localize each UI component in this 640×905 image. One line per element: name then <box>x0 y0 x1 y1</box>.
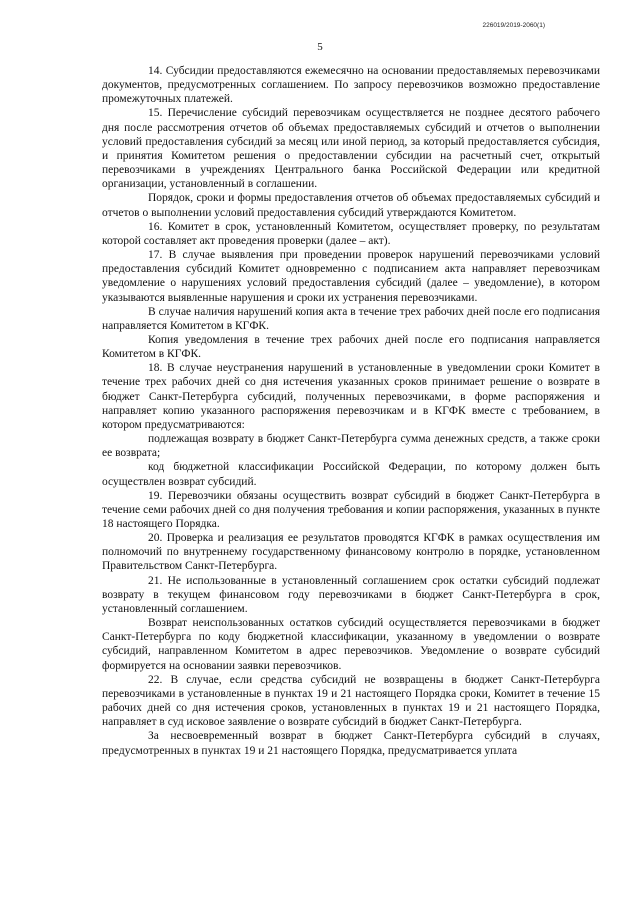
paragraph-report-procedure: Порядок, сроки и формы предоставления отчетов об объемах предоставляемых субсидий и отчетов о выполнении условий предоставления субсидий утверждаются Комитетом. <box>102 192 600 219</box>
paragraph-notice-copy: Копия уведомления в течение трех рабочих дней после его подписания направляется Комитетом в КГФК. <box>102 333 600 361</box>
paragraph-15: 15. Перечисление субсидий перевозчикам осуществляется не позднее десятого рабочего дня после рассмотрения отчетов об объемах предоставляемых субсидий и отчетов о выполнении условий предоставления субсидий за месяц или иной период, за который предоставляется субсидия, и принятия Комитетом решения о предоставлении субсидии на расчетный счет, открытый перевозчиками в учреждениях Центрального банка Российской Федерации или кредитной организации, установленный в соглашении. <box>102 107 600 191</box>
paragraph-late-refund: За несвоевременный возврат в бюджет Санкт-Петербурга субсидий в случаях, предусмотренных в пунктах 19 и 21 настоящего Порядка, предусматривается уплата <box>102 730 600 757</box>
document-id: 226019/2019-2060(1) <box>482 22 545 29</box>
paragraph-unused-refund: Возврат неиспользованных остатков субсидий осуществляется перевозчиками в бюджет Санкт-Петербурга по коду бюджетной классификации, указанному в уведомлении о возврате субсидий, направленном Комитетом в адрес перевозчиков. Уведомление о возврате субсидий формируется на основании заявки перевозчиков. <box>102 617 600 672</box>
paragraph-20: 20. Проверка и реализация ее результатов проводятся КГФК в рамках осуществления им полномочий по внутреннему государственному финансовому контролю в порядке, установленном Правительством Санкт-Петербурга. <box>102 532 600 573</box>
paragraph-21: 21. Не использованные в установленный соглашением срок остатки субсидий подлежат возврату в текущем финансовом году перевозчиками в бюджет Санкт-Петербурга в срок, установленный соглашением. <box>102 574 600 615</box>
paragraph-18: 18. В случае неустранения нарушений в установленные в уведомлении сроки Комитет в течение трех рабочих дней со дня истечения указанных сроков принимает решение о возврате в бюджет Санкт-Петербурга субсидий, полученных перевозчиками, в форме распоряжения и направляет копию указанного распоряжения перевозчикам и в КГФК вместе с требованием, в котором предусматриваются: <box>102 362 600 431</box>
page-number: 5 <box>317 41 323 53</box>
paragraph-budget-code: код бюджетной классификации Российской Федерации, по которому должен быть осуществлен возврат субсидий. <box>102 461 600 488</box>
paragraph-14: 14. Субсидии предоставляются ежемесячно на основании предоставляемых перевозчиками документов, предусмотренных соглашением. По запросу перевозчиков возможно предоставление промежуточных платежей. <box>102 65 600 106</box>
paragraph-22: 22. В случае, если средства субсидий не возвращены в бюджет Санкт-Петербурга перевозчиками в установленные в пунктах 19 и 21 настоящего Порядка сроки, Комитет в течение 15 рабочих дней со дня истечения сроков, установленных в пунктах 19 и 21 настоящего Порядка, направляет в суд исковое заявление о возврате субсидий в бюджет Санкт-Петербурга. <box>102 673 600 729</box>
paragraph-16: 16. Комитет в срок, установленный Комитетом, осуществляет проверку, по результатам которой составляет акт проведения проверки (далее – акт). <box>102 220 600 247</box>
document-body <box>102 64 600 758</box>
paragraph-refund-amount: подлежащая возврату в бюджет Санкт-Петербурга сумма денежных средств, а также сроки ее возврата; <box>102 433 600 460</box>
paragraph-act-copy: В случае наличия нарушений копия акта в течение трех рабочих дней после его подписания направляется Комитетом в КГФК. <box>102 305 600 332</box>
paragraph-19: 19. Перевозчики обязаны осуществить возврат субсидий в бюджет Санкт-Петербурга в течение семи рабочих дней со дня получения требования и копии распоряжения, указанных в пункте 18 настоящего Порядка. <box>102 489 600 530</box>
paragraph-17: 17. В случае выявления при проведении проверок нарушений перевозчиками условий предоставления субсидий Комитет одновременно с подписанием акта направляет перевозчикам уведомление о нарушениях условий предоставления субсидий (далее – уведомление), в котором указываются выявленные нарушения и сроки их устранения перевозчиками. <box>102 249 600 304</box>
